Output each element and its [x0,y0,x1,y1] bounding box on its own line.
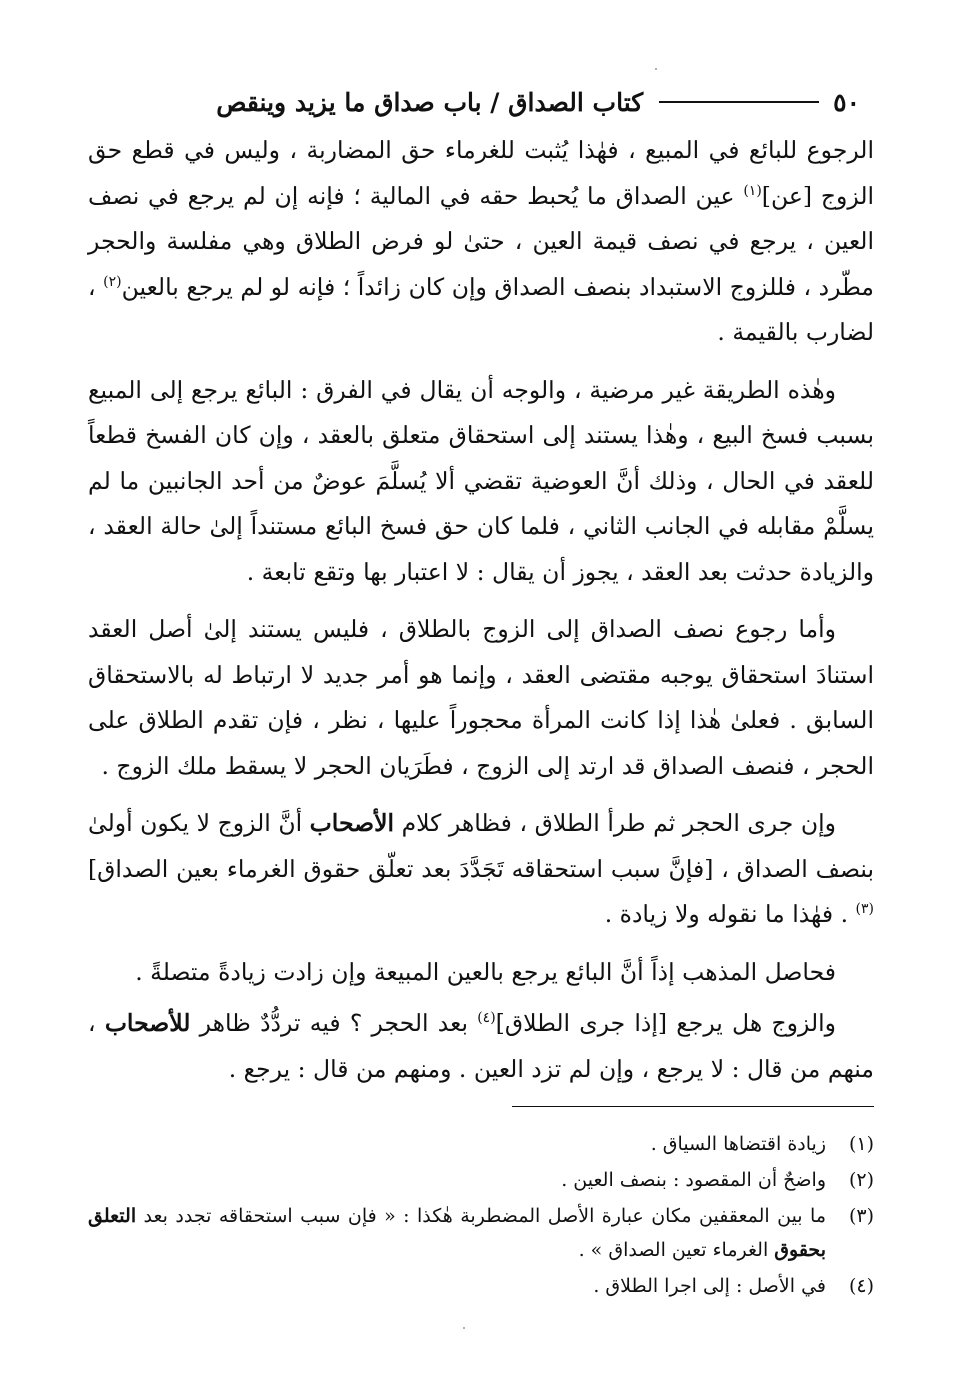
paragraph-5: فحاصل المذهب إذاً أنَّ البائع يرجع بالعين المبيعة وإن زادت زيادةً متصلةً . [135,957,836,986]
footnote-bold: التعلق بحقوق [88,1205,826,1261]
paragraph-text: وإن جرى الحجر ثم طرأ الطلاق ، فظاهر كلام [394,809,836,837]
paragraph-2: وهٰذه الطريقة غير مرضية ، والوجه أن يقال في الفرق : البائع يرجع إلى المبيع بسبب فسخ البيع ، وهٰذا يستند إلى استحقاق متعلق بالعقد ، وإن كان الفسخ قطعاً للعقد في الحال ، وذلك أنَّ العوضية تقضي ألا يُسلَّمَ عوضٌ من أحد الجانبين ما لم يسلَّمْ مقابله في الجانب الثاني ، فلما كان حق فسخ البائع مستنداً إلىٰ حالة العقد ، والزيادة حدثت بعد العقد ، يجوز أن يقال : لا اعتبار بها وتقع تابعة . [88,375,874,586]
footnote-ref-4: (٤) [477,1010,496,1027]
footnote-3 [88,1199,874,1267]
paragraph-text: والزوج هل يرجع [إذا جرى الطلاق] [495,1009,836,1037]
paragraph-1 [88,128,874,356]
footnote-text-part: الغرماء تعين الصداق » . [578,1239,775,1261]
paragraph-text: . فهٰذا ما نقوله ولا زيادة . [604,900,856,928]
footnote-number: (١) [848,1133,874,1155]
page-header [88,82,860,122]
scan-speck [463,1327,465,1329]
footnote-1 [88,1127,874,1161]
footnote-4 [88,1269,874,1303]
paragraph-text: الرجوع للبائع في المبيع ، فهٰذا يُثبت للغرماء حق المضاربة ، وليس في قطع حق الزوج [عن] [88,136,875,210]
footnote-separator [512,1106,874,1107]
footnote-number: (٤) [848,1275,874,1297]
main-text [88,128,874,1104]
footnote-text: واضحٌ أن المقصود : بنصف العين . [561,1169,826,1191]
footnote-text: زيادة اقتضاها السياق . [650,1133,826,1155]
footnote-number: (٣) [848,1205,874,1227]
scan-speck [655,68,657,70]
paragraph-6 [88,1001,874,1092]
footnote-text [88,1199,826,1267]
paragraph-text: ، لضارب بالقيمة . [88,272,874,346]
footnote-text: في الأصل : إلى اجرا الطلاق . [593,1275,826,1297]
footnotes [88,1127,874,1305]
bold-term: للأصحاب [104,1009,191,1037]
running-title: كتاب الصداق / باب صداق ما يزيد وينقص [216,87,644,117]
paragraph-text: عين الصداق ما يُحبط حقه في المالية ؛ فإنه إن لم يرجع في نصف العين ، يرجع في نصف قيمة العين ، حتىٰ لو فرض الطلاق وهي مفلسة والحجر مطّرد ، فللزوج الاستبداد بنصف الصداق وإن كان زائداً ؛ فإنه لو لم يرجع بالعين [88,181,874,301]
paragraph-4 [88,801,874,938]
paragraph-text: ، منهم من قال : لا يرجع ، وإن لم تزد العين . ومنهم من قال : يرجع . [88,1009,874,1083]
footnote-ref-2: (٢) [103,273,122,290]
footnote-text-part: ما بين المعقفين مكان عبارة الأصل المضطربة هٰكذا : « فإن سبب استحقاقه تجدد بعد [136,1205,826,1227]
page-number: ٥٠ [833,87,860,117]
footnote-ref-1: (١) [743,182,762,199]
paragraph-3: وأما رجوع نصف الصداق إلى الزوج بالطلاق ، فليس يستند إلىٰ أصل العقد استنادَ استحقاق يوجبه مقتضى العقد ، وإنما هو أمر جديد لا ارتباط له بالاستحقاق السابق . فعلىٰ هٰذا إذا كانت المرأة محجوراً عليها ، نظر ، فإن تقدم الطلاق على الحجر ، فنصف الصداق قد ارتد إلى الزوج ، فطَرَيان الحجر لا يسقط ملك الزوج . [88,615,874,780]
footnote-ref-3: (٣) [855,901,874,918]
paragraph-text: أنَّ الزوج لا يكون أولىٰ بنصف الصداق ، [فإنَّ سبب استحقاقه تَجَدَّدَ بعد تعلّق حقوق الغرماء بعين الصداق] [88,809,874,883]
footnote-number: (٢) [848,1169,874,1191]
footnote-2 [88,1163,874,1197]
header-rule [659,101,819,103]
bold-term: الأصحاب [309,809,395,837]
paragraph-text: بعد الحجر ؟ فيه تردُّدٌ ظاهر [190,1009,478,1037]
